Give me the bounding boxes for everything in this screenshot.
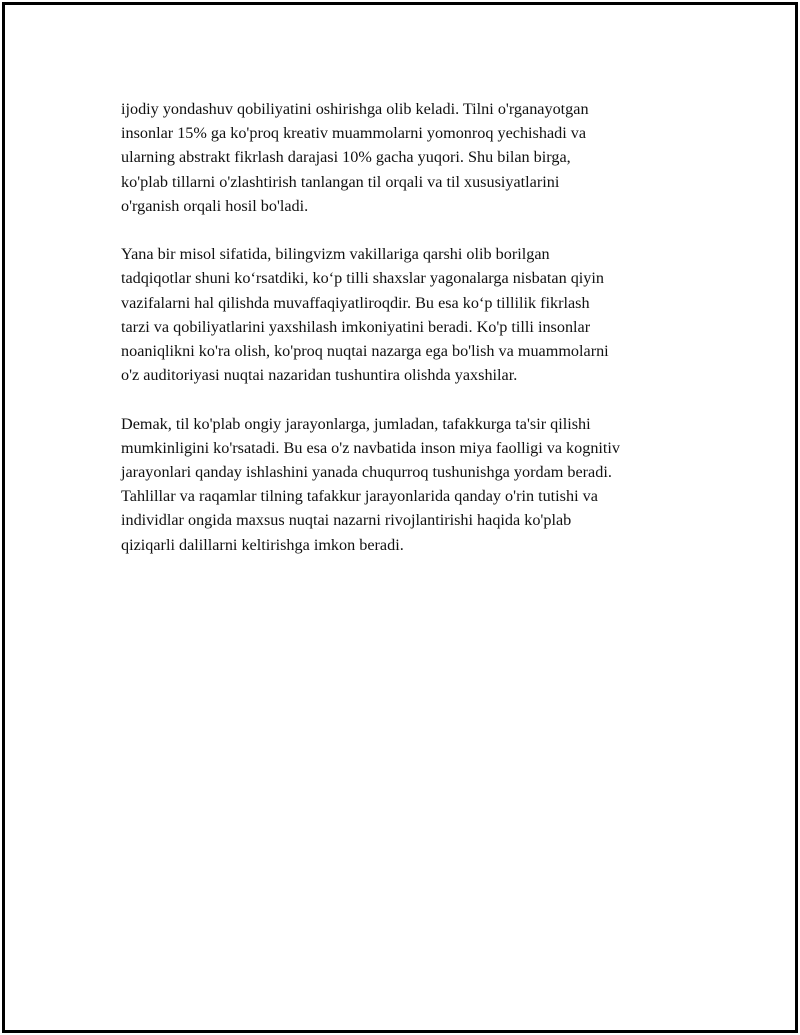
text-line: Yana bir misol sifatida, bilingvizm vakillariga qarshi olib borilgan (121, 245, 550, 264)
text-line: jarayonlari qanday ishlashini yanada chuqurroq tushunishga yordam beradi. (121, 463, 612, 482)
text-line: Demak, til ko'plab ongiy jarayonlarga, jumladan, tafakkurga ta'sir qilishi (121, 414, 591, 433)
paragraph-2 (121, 242, 701, 387)
text-line: tadqiqotlar shuni koʻrsatdiki, koʻp tilli shaxslar yagonalarga nisbatan qiyin (121, 269, 604, 288)
page-frame (2, 2, 798, 1033)
text-line: o'rganish orqali hosil bo'ladi. (121, 196, 309, 215)
paragraph-1 (121, 97, 701, 218)
text-line: noaniqlikni ko'ra olish, ko'proq nuqtai nazarga ega bo'lish va muammolarni (121, 342, 609, 361)
text-line: ijodiy yondashuv qobiliyatini oshirishga olib keladi. Tilni o'rganayotgan (121, 100, 589, 118)
text-line: ko'plab tillarni o'zlashtirish tanlangan til orqali va til xususiyatlarini (121, 172, 560, 191)
document-body (121, 97, 701, 581)
text-line: Tahlillar va raqamlar tilning tafakkur jarayonlarida qanday o'rin tutishi va (121, 487, 598, 506)
text-line: o'z auditoriyasi nuqtai nazaridan tushuntira olishda yaxshilar. (121, 366, 518, 385)
text-line: qiziqarli dalillarni keltirishga imkon beradi. (121, 535, 404, 554)
text-line: insonlar 15% ga ko'proq kreativ muammolarni yomonroq yechishadi va (121, 124, 587, 143)
text-line: individlar ongida maxsus nuqtai nazarni rivojlantirishi haqida ko'plab (121, 511, 572, 530)
paragraph-3 (121, 412, 701, 557)
text-line: tarzi va qobiliyatlarini yaxshilash imkoniyatini beradi. Ko'p tilli insonlar (121, 317, 591, 336)
text-line: ularning abstrakt fikrlash darajasi 10% gacha yuqori. Shu bilan birga, (121, 148, 571, 167)
text-line: vazifalarni hal qilishda muvaffaqiyatliroqdir. Bu esa koʻp tillilik fikrlash (121, 293, 590, 312)
text-line: mumkinligini ko'rsatadi. Bu esa o'z navbatida inson miya faolligi va kognitiv (121, 438, 621, 457)
